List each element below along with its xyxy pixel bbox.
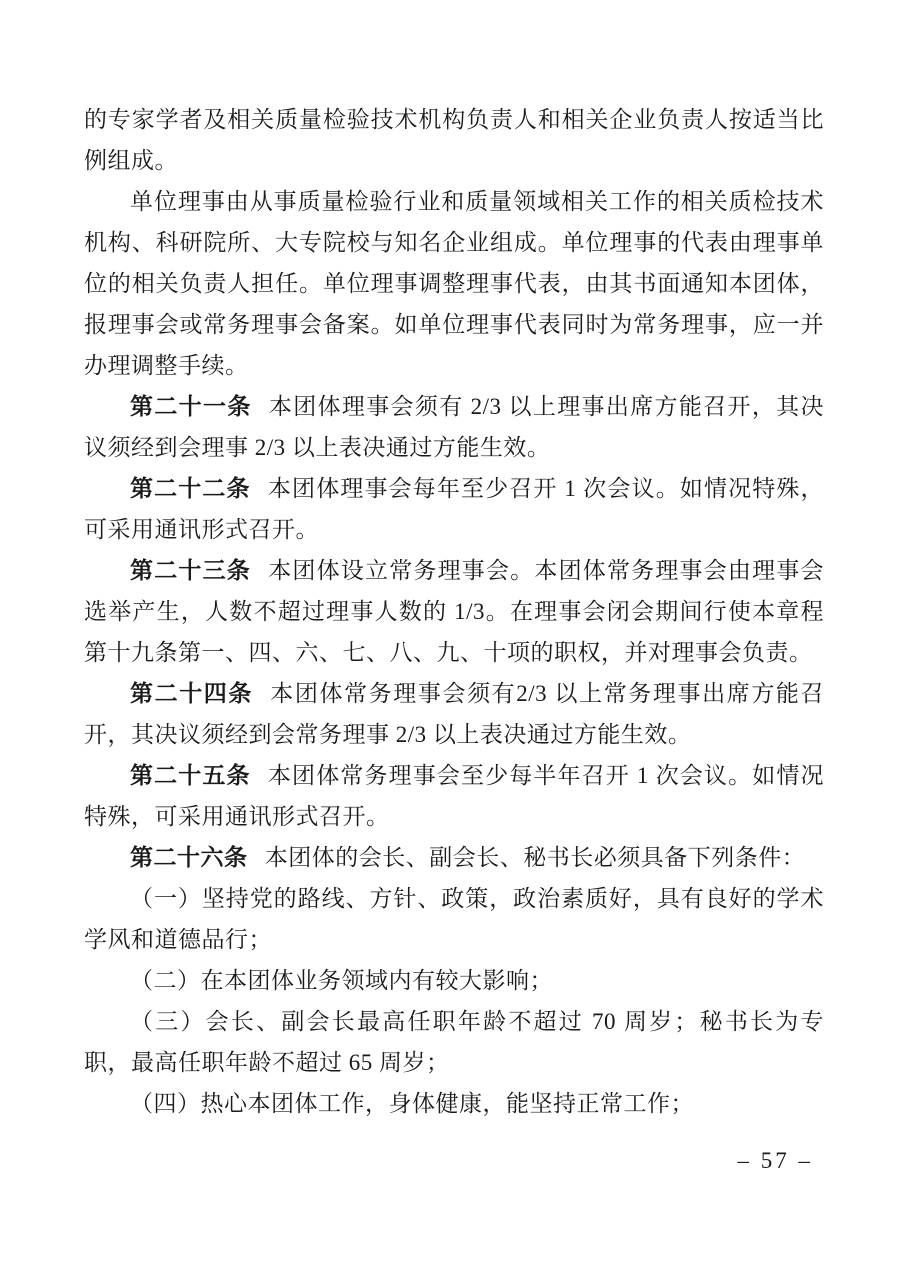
- condition-item-1: （一）坚持党的路线、方针、政策，政治素质好，具有良好的学术学风和道德品行；: [84, 886, 824, 952]
- article-23: [84, 550, 824, 673]
- article-25-text: 本团体常务理事会至少每半年召开 1 次会议。如情况特殊，可采用通讯形式召开。: [84, 763, 825, 829]
- condition-item-4: （四）热心本团体工作，身体健康，能坚持正常工作；: [130, 1091, 694, 1116]
- article-22: [84, 468, 824, 550]
- article-23-number: 第二十三条: [130, 557, 251, 583]
- page-number: – 57 –: [737, 1148, 813, 1173]
- article-22-text: 本团体理事会每年至少召开 1 次会议。如情况特殊，可采用通讯形式召开。: [84, 476, 825, 542]
- paragraph-unit-directors: 单位理事由从事质量检验行业和质量领域相关工作的相关质检技术机构、科研院所、大专院校与知名企业组成。单位理事的代表由理事单位的相关负责人担任。单位理事调整理事代表，由其书面通知本团体，报理事会或常务理事会备案。如单位理事代表同时为常务理事，应一并办理调整手续。: [84, 189, 824, 378]
- article-21-number: 第二十一条: [130, 393, 252, 419]
- condition-item-2: （二）在本团体业务领域内有较大影响；: [130, 968, 553, 993]
- article-24-text: 本团体常务理事会须有2/3 以上常务理事出席方能召开，其决议须经到会常务理事 2/3 以上表决通过方能生效。: [84, 681, 825, 747]
- article-23-text: 本团体设立常务理事会。本团体常务理事会由理事会选举产生，人数不超过理事人数的 1/3。在理事会闭会期间行使本章程第十九条第一、四、六、七、八、九、十项的职权，并对理事会负责。: [84, 558, 825, 665]
- article-26-number: 第二十六条: [130, 844, 248, 870]
- article-26: [84, 837, 824, 878]
- paragraph-continuation: 的专家学者及相关质量检验技术机构负责人和相关企业负责人按适当比例组成。: [84, 107, 824, 173]
- article-26-text: 本团体的会长、副会长、秘书长必须具备下列条件：: [264, 845, 806, 870]
- article-21: [84, 386, 824, 468]
- document-body: [84, 99, 824, 1124]
- article-22-number: 第二十二条: [130, 475, 251, 501]
- article-25: [84, 755, 824, 837]
- article-21-text: 本团体理事会须有 2/3 以上理事出席方能召开，其决议须经到会理事 2/3 以上表决通过方能生效。: [84, 394, 824, 460]
- article-24: [84, 673, 824, 755]
- article-24-number: 第二十四条: [130, 680, 254, 706]
- article-25-number: 第二十五条: [130, 762, 251, 788]
- condition-item-3: （三）会长、副会长最高任职年龄不超过 70 周岁；秘书长为专职，最高任职年龄不超过 65 周岁；: [84, 1009, 824, 1075]
